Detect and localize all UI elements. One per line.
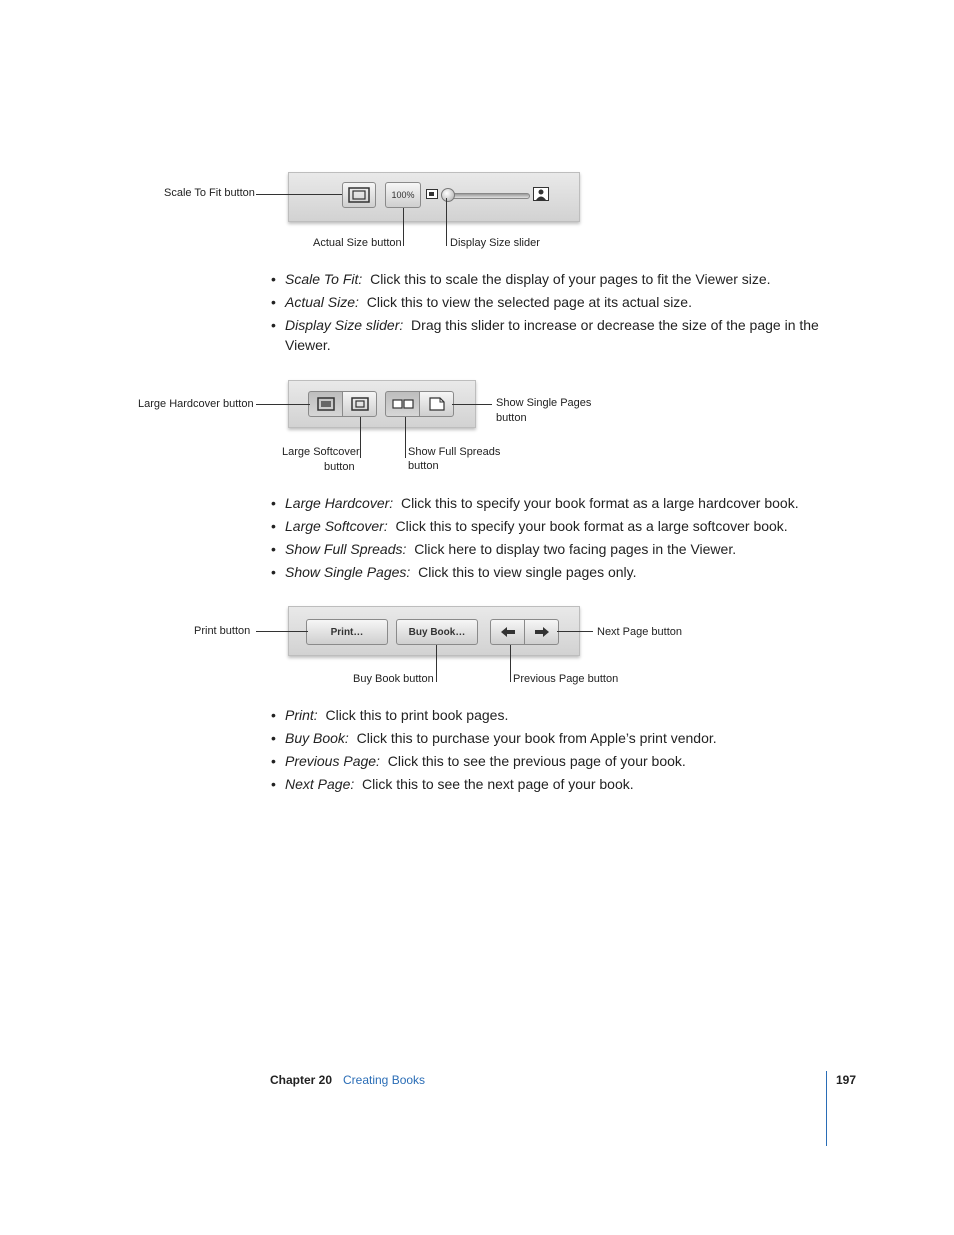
softcover-icon xyxy=(351,397,369,411)
show-full-spreads-callout-1: Show Full Spreads xyxy=(408,446,501,458)
large-softcover-button[interactable] xyxy=(342,391,377,417)
scale-to-fit-icon xyxy=(348,187,370,203)
list-viewer-size xyxy=(270,269,830,358)
print-callout: Print button xyxy=(194,625,251,637)
display-size-callout: Display Size slider xyxy=(450,237,540,249)
actual-size-button-label: 100% xyxy=(391,190,415,200)
buy-book-button-label: Buy Book… xyxy=(408,626,466,638)
buy-book-callout: Buy Book button xyxy=(353,673,434,685)
buy-book-button[interactable] xyxy=(396,619,478,645)
footer-chapter: Chapter 20 xyxy=(270,1073,333,1087)
actual-size-button[interactable] xyxy=(385,182,421,208)
large-hardcover-callout: Large Hardcover button xyxy=(138,398,254,410)
scale-to-fit-callout: Scale To Fit button xyxy=(164,187,255,199)
list-item: • Scale To Fit: Click this to scale the display of your pages to fit the Viewer size. xyxy=(270,269,830,289)
list-item: • Next Page: Click this to see the next page of your book. xyxy=(270,774,830,794)
scale-to-fit-leader xyxy=(256,194,342,195)
show-single-pages-button[interactable] xyxy=(419,391,454,417)
hardcover-icon xyxy=(317,397,335,411)
list-item: • Buy Book: Click this to purchase your book from Apple’s print vendor. xyxy=(270,728,830,748)
list-item: • Display Size slider: Drag this slider to increase or decrease the size of the page in the Viewer. xyxy=(270,315,830,355)
print-leader xyxy=(256,631,308,632)
page-number: 197 xyxy=(836,1073,857,1087)
list-book-format xyxy=(270,493,830,585)
list-item: • Large Softcover: Click this to specify your book format as a large softcover book. xyxy=(270,516,830,536)
list-print-navigation xyxy=(270,705,830,797)
list-item: • Large Hardcover: Click this to specify your book format as a large hardcover book. xyxy=(270,493,830,513)
list-item: • Previous Page: Click this to see the previous page of your book. xyxy=(270,751,830,771)
spreads-icon xyxy=(392,398,414,410)
list-item: • Show Full Spreads: Click here to display two facing pages in the Viewer. xyxy=(270,539,830,559)
footer-chapter-title[interactable]: Creating Books xyxy=(343,1073,426,1087)
show-single-pages-leader xyxy=(452,404,492,405)
arrow-right-icon xyxy=(534,626,550,638)
list-item: • Show Single Pages: Click this to view single pages only. xyxy=(270,562,830,582)
scale-to-fit-button[interactable] xyxy=(342,182,376,208)
display-size-leader xyxy=(446,198,447,246)
previous-page-leader xyxy=(510,645,511,682)
print-button-label: Print… xyxy=(330,626,364,638)
arrow-left-icon xyxy=(500,626,516,638)
list-item: • Print: Click this to print book pages. xyxy=(270,705,830,725)
footer-divider xyxy=(826,1071,827,1146)
show-full-spreads-button[interactable] xyxy=(385,391,420,417)
large-softcover-callout-1: Large Softcover xyxy=(282,446,360,458)
large-softcover-callout-2: button xyxy=(324,461,355,473)
next-page-button[interactable] xyxy=(524,619,559,645)
small-image-icon xyxy=(426,189,438,199)
display-size-slider-track[interactable] xyxy=(444,193,530,199)
show-single-pages-callout-2: button xyxy=(496,412,527,424)
actual-size-leader xyxy=(403,208,404,246)
large-image-icon xyxy=(533,187,549,201)
previous-page-callout: Previous Page button xyxy=(513,673,619,685)
show-full-spreads-callout-2: button xyxy=(408,460,439,472)
list-item: • Actual Size: Click this to view the selected page at its actual size. xyxy=(270,292,830,312)
show-full-spreads-leader xyxy=(405,417,406,458)
large-softcover-leader xyxy=(360,417,361,458)
buy-book-leader xyxy=(436,645,437,682)
previous-page-button[interactable] xyxy=(490,619,525,645)
show-single-pages-callout-1: Show Single Pages xyxy=(496,397,592,409)
next-page-leader xyxy=(557,631,593,632)
display-size-slider-knob[interactable] xyxy=(441,188,455,202)
large-hardcover-leader xyxy=(256,404,310,405)
single-page-icon xyxy=(428,397,446,411)
actual-size-callout: Actual Size button xyxy=(313,237,402,249)
next-page-callout: Next Page button xyxy=(597,626,683,638)
large-hardcover-button[interactable] xyxy=(308,391,343,417)
print-button[interactable] xyxy=(306,619,388,645)
